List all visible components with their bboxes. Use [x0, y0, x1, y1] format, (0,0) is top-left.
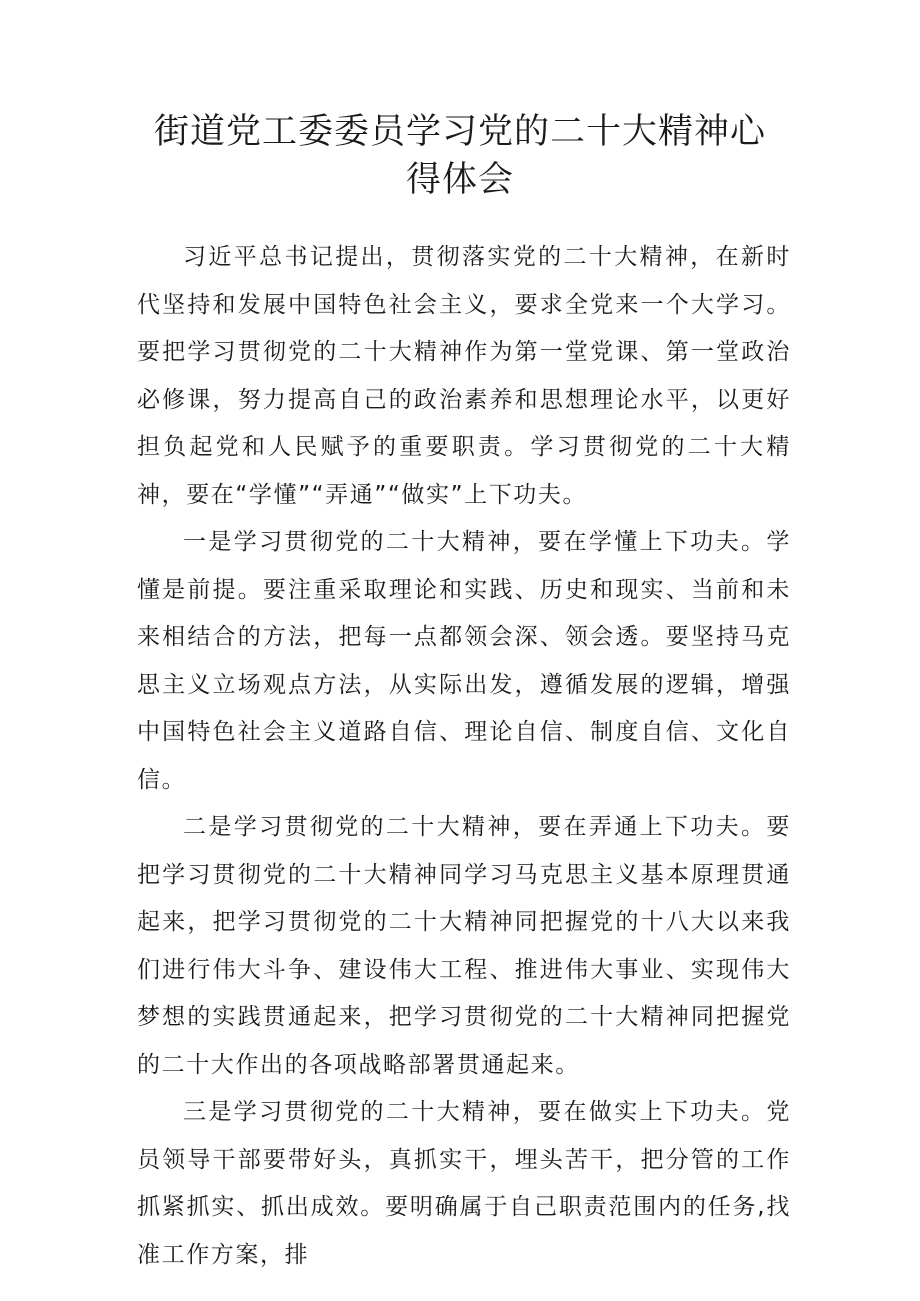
document-title: 街道党工委委员学习党的二十大精神心得体会 [153, 112, 766, 200]
paragraph-point-three: 三是学习贯彻党的二十大精神，要在做实上下功夫。党员领导干部要带好头，真抓实干，埋头苦干，把分管的工作抓紧抓实、抓出成效。要明确属于自己职责范围内的任务,找准工作方案，排 [137, 1099, 791, 1268]
paragraph-intro: 习近平总书记提出，贯彻落实党的二十大精神，在新时代坚持和发展中国特色社会主义，要求全党来一个大学习。要把学习贯彻党的二十大精神作为第一堂党课、第一堂政治必修课，努力提高自己的政治素养和思想理论水平，以更好担负起党和人民赋予的重要职责。学习贯彻党的二十大精神，要在“学懂”“弄通”“做实”上下功夫。 [137, 244, 791, 508]
paragraph-point-one: 一是学习贯彻党的二十大精神，要在学懂上下功夫。学懂是前提。要注重采取理论和实践、历史和现实、当前和未来相结合的方法，把每一点都领会深、领会透。要坚持马克思主义立场观点方法，从实际出发，遵循发展的逻辑，增强中国特色社会主义道路自信、理论自信、制度自信、文化自信。 [137, 529, 791, 793]
paragraph-point-two: 二是学习贯彻党的二十大精神，要在弄通上下功夫。要把学习贯彻党的二十大精神同学习马克思主义基本原理贯通起来，把学习贯彻党的二十大精神同把握党的十八大以来我们进行伟大斗争、建设伟大工程、推进伟大事业、实现伟大梦想的实践贯通起来，把学习贯彻党的二十大精神同把握党的二十大作出的各项战略部署贯通起来。 [137, 814, 791, 1078]
document-body [137, 234, 791, 1279]
